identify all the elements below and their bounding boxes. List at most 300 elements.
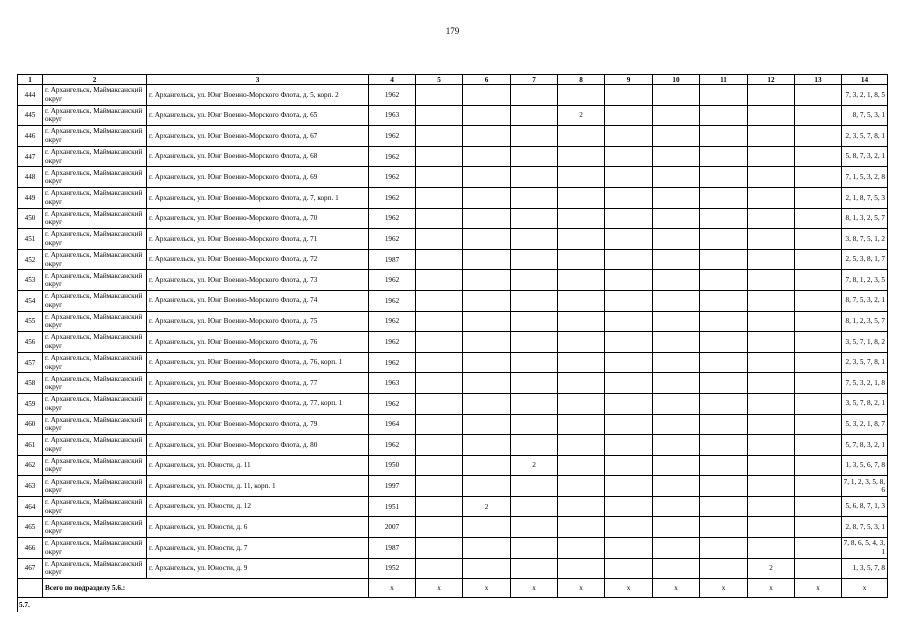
- value-cell-c9: [605, 146, 653, 167]
- sequence-cell: 3, 5, 7, 1, 8, 2: [842, 332, 888, 353]
- sequence-cell: 8, 1, 3, 2, 5, 7: [842, 208, 888, 229]
- column-header-9: 9: [605, 75, 653, 85]
- value-cell-c10: [653, 455, 700, 476]
- value-cell-c5: [416, 538, 463, 559]
- value-cell-c11: [700, 311, 748, 332]
- value-cell-c10: [653, 249, 700, 270]
- value-cell-c7: [511, 476, 558, 497]
- value-cell-c9: [605, 435, 653, 456]
- value-cell-c6: [463, 105, 511, 126]
- value-cell-c12: [748, 187, 795, 208]
- value-cell-c8: [558, 414, 605, 435]
- value-cell-c9: [605, 187, 653, 208]
- value-cell-c7: [511, 393, 558, 414]
- column-header-12: 12: [748, 75, 795, 85]
- value-cell-c6: [463, 167, 511, 188]
- table-row: [18, 208, 888, 229]
- municipality-cell: г. Архангельск, Маймаксанский округ: [43, 455, 147, 476]
- row-number: 459: [18, 393, 43, 414]
- value-cell-c8: [558, 311, 605, 332]
- municipality-cell: г. Архангельск, Маймаксанский округ: [43, 373, 147, 394]
- row-number: 458: [18, 373, 43, 394]
- row-number: 446: [18, 126, 43, 147]
- value-cell-c12: 2: [748, 558, 795, 579]
- year-cell: 1962: [369, 208, 416, 229]
- value-cell-c5: [416, 393, 463, 414]
- value-cell-c12: [748, 85, 795, 106]
- value-cell-c10: [653, 414, 700, 435]
- value-cell-c10: [653, 311, 700, 332]
- value-cell-c9: [605, 270, 653, 291]
- value-cell-c8: [558, 167, 605, 188]
- row-number: 445: [18, 105, 43, 126]
- value-cell-c5: [416, 85, 463, 106]
- address-cell: г. Архангельск, ул. Юнг Военно-Морского Флота, д. 76: [147, 332, 369, 353]
- value-cell-c7: [511, 558, 558, 579]
- value-cell-c6: [463, 393, 511, 414]
- value-cell-c11: [700, 558, 748, 579]
- address-cell: г. Архангельск, ул. Юности, д. 11: [147, 455, 369, 476]
- value-cell-c5: [416, 126, 463, 147]
- municipality-cell: г. Архангельск, Маймаксанский округ: [43, 496, 147, 517]
- value-cell-c8: [558, 270, 605, 291]
- value-cell-c8: [558, 455, 605, 476]
- value-cell-c9: [605, 311, 653, 332]
- municipality-cell: г. Архангельск, Маймаксанский округ: [43, 105, 147, 126]
- row-number: 464: [18, 496, 43, 517]
- address-cell: г. Архангельск, ул. Юности, д. 11, корп. 1: [147, 476, 369, 497]
- value-cell-c11: [700, 476, 748, 497]
- value-cell-c12: [748, 249, 795, 270]
- value-cell-c7: [511, 496, 558, 517]
- value-cell-c5: [416, 208, 463, 229]
- value-cell-c5: [416, 290, 463, 311]
- municipality-cell: г. Архангельск, Маймаксанский округ: [43, 85, 147, 106]
- total-value-cell: x: [653, 579, 700, 598]
- address-cell: г. Архангельск, ул. Юности, д. 7: [147, 538, 369, 559]
- value-cell-c12: [748, 146, 795, 167]
- address-cell: г. Архангельск, ул. Юности, д. 6: [147, 517, 369, 538]
- value-cell-c10: [653, 187, 700, 208]
- section-heading: 5.7.: [18, 598, 888, 613]
- year-cell: 1962: [369, 393, 416, 414]
- year-cell: 1962: [369, 229, 416, 250]
- sequence-cell: 7, 1, 2, 3, 5, 8, 6: [842, 476, 888, 497]
- value-cell-c6: [463, 187, 511, 208]
- value-cell-c13: [795, 352, 842, 373]
- sequence-cell: 5, 3, 2, 1, 8, 7: [842, 414, 888, 435]
- total-value-cell: x: [511, 579, 558, 598]
- value-cell-c9: [605, 517, 653, 538]
- value-cell-c7: [511, 435, 558, 456]
- value-cell-c7: [511, 373, 558, 394]
- row-number: 463: [18, 476, 43, 497]
- municipality-cell: г. Архангельск, Маймаксанский округ: [43, 476, 147, 497]
- value-cell-c11: [700, 455, 748, 476]
- table-row: [18, 146, 888, 167]
- value-cell-c11: [700, 187, 748, 208]
- value-cell-c6: [463, 229, 511, 250]
- value-cell-c6: [463, 435, 511, 456]
- value-cell-c12: [748, 311, 795, 332]
- value-cell-c8: [558, 496, 605, 517]
- column-header-4: 4: [369, 75, 416, 85]
- sequence-cell: 2, 3, 5, 7, 8, 1: [842, 352, 888, 373]
- value-cell-c5: [416, 414, 463, 435]
- year-cell: 1962: [369, 126, 416, 147]
- value-cell-c9: [605, 167, 653, 188]
- value-cell-c8: [558, 393, 605, 414]
- value-cell-c10: [653, 85, 700, 106]
- value-cell-c10: [653, 476, 700, 497]
- value-cell-c6: [463, 85, 511, 106]
- address-cell: г. Архангельск, ул. Юнг Военно-Морского Флота, д. 69: [147, 167, 369, 188]
- value-cell-c12: [748, 105, 795, 126]
- value-cell-c5: [416, 352, 463, 373]
- table-row: [18, 126, 888, 147]
- value-cell-c9: [605, 105, 653, 126]
- year-cell: 1987: [369, 249, 416, 270]
- table-row: [18, 496, 888, 517]
- value-cell-c8: [558, 146, 605, 167]
- value-cell-c6: [463, 558, 511, 579]
- value-cell-c11: [700, 414, 748, 435]
- value-cell-c6: [463, 290, 511, 311]
- sequence-cell: 7, 1, 5, 3, 2, 8: [842, 167, 888, 188]
- value-cell-c10: [653, 167, 700, 188]
- column-header-2: 2: [43, 75, 147, 85]
- value-cell-c6: [463, 332, 511, 353]
- column-header-5: 5: [416, 75, 463, 85]
- total-value-cell: x: [463, 579, 511, 598]
- value-cell-c12: [748, 455, 795, 476]
- value-cell-c13: [795, 187, 842, 208]
- table-row: [18, 311, 888, 332]
- row-number: 460: [18, 414, 43, 435]
- table-row: [18, 270, 888, 291]
- value-cell-c8: [558, 538, 605, 559]
- row-number: 457: [18, 352, 43, 373]
- value-cell-c8: [558, 290, 605, 311]
- value-cell-c11: [700, 435, 748, 456]
- year-cell: 1950: [369, 455, 416, 476]
- total-value-cell: x: [842, 579, 888, 598]
- value-cell-c12: [748, 167, 795, 188]
- municipality-cell: г. Архангельск, Маймаксанский округ: [43, 393, 147, 414]
- value-cell-c7: [511, 414, 558, 435]
- value-cell-c7: [511, 249, 558, 270]
- value-cell-c8: [558, 373, 605, 394]
- address-cell: г. Архангельск, ул. Юнг Военно-Морского Флота, д. 72: [147, 249, 369, 270]
- value-cell-c7: [511, 146, 558, 167]
- value-cell-c9: [605, 290, 653, 311]
- row-number: 465: [18, 517, 43, 538]
- value-cell-c8: [558, 476, 605, 497]
- value-cell-c7: [511, 126, 558, 147]
- table-row: [18, 249, 888, 270]
- value-cell-c11: [700, 496, 748, 517]
- sequence-cell: 7, 5, 3, 2, 1, 8: [842, 373, 888, 394]
- sequence-cell: 8, 7, 5, 3, 2, 1: [842, 290, 888, 311]
- value-cell-c5: [416, 517, 463, 538]
- value-cell-c12: [748, 352, 795, 373]
- address-cell: г. Архангельск, ул. Юнг Военно-Морского Флота, д. 65: [147, 105, 369, 126]
- value-cell-c7: 2: [511, 455, 558, 476]
- address-cell: г. Архангельск, ул. Юности, д. 9: [147, 558, 369, 579]
- value-cell-c8: [558, 249, 605, 270]
- value-cell-c9: [605, 229, 653, 250]
- value-cell-c5: [416, 229, 463, 250]
- column-header-14: 14: [842, 75, 888, 85]
- address-cell: г. Архангельск, ул. Юнг Военно-Морского Флота, д. 80: [147, 435, 369, 456]
- year-cell: 1962: [369, 352, 416, 373]
- total-value-cell: x: [795, 579, 842, 598]
- municipality-cell: г. Архангельск, Маймаксанский округ: [43, 538, 147, 559]
- value-cell-c12: [748, 414, 795, 435]
- year-cell: 1963: [369, 373, 416, 394]
- value-cell-c7: [511, 311, 558, 332]
- value-cell-c12: [748, 208, 795, 229]
- municipality-cell: г. Архангельск, Маймаксанский округ: [43, 290, 147, 311]
- value-cell-c9: [605, 332, 653, 353]
- value-cell-c13: [795, 558, 842, 579]
- table-body: [18, 85, 888, 613]
- table-row: [18, 476, 888, 497]
- value-cell-c13: [795, 249, 842, 270]
- value-cell-c11: [700, 538, 748, 559]
- column-header-6: 6: [463, 75, 511, 85]
- value-cell-c11: [700, 249, 748, 270]
- address-cell: г. Архангельск, ул. Юности, д. 12: [147, 496, 369, 517]
- value-cell-c13: [795, 455, 842, 476]
- value-cell-c13: [795, 311, 842, 332]
- table-row: [18, 105, 888, 126]
- value-cell-c9: [605, 414, 653, 435]
- value-cell-c7: [511, 208, 558, 229]
- value-cell-c12: [748, 435, 795, 456]
- row-number: 450: [18, 208, 43, 229]
- value-cell-c9: [605, 126, 653, 147]
- value-cell-c13: [795, 229, 842, 250]
- value-cell-c7: [511, 290, 558, 311]
- row-number: 451: [18, 229, 43, 250]
- year-cell: 1962: [369, 435, 416, 456]
- year-cell: 1962: [369, 311, 416, 332]
- table-row: [18, 435, 888, 456]
- value-cell-c13: [795, 85, 842, 106]
- year-cell: 1951: [369, 496, 416, 517]
- value-cell-c13: [795, 167, 842, 188]
- value-cell-c9: [605, 208, 653, 229]
- value-cell-c13: [795, 496, 842, 517]
- value-cell-c12: [748, 517, 795, 538]
- total-row: [18, 579, 888, 598]
- value-cell-c7: [511, 229, 558, 250]
- row-number: 466: [18, 538, 43, 559]
- value-cell-c11: [700, 126, 748, 147]
- value-cell-c13: [795, 476, 842, 497]
- value-cell-c10: [653, 435, 700, 456]
- municipality-cell: г. Архангельск, Маймаксанский округ: [43, 249, 147, 270]
- year-cell: 1987: [369, 538, 416, 559]
- value-cell-c9: [605, 393, 653, 414]
- value-cell-c13: [795, 105, 842, 126]
- table-row: [18, 85, 888, 106]
- row-number: 455: [18, 311, 43, 332]
- value-cell-c7: [511, 352, 558, 373]
- address-cell: г. Архангельск, ул. Юнг Военно-Морского Флота, д. 77: [147, 373, 369, 394]
- municipality-cell: г. Архангельск, Маймаксанский округ: [43, 311, 147, 332]
- value-cell-c6: [463, 414, 511, 435]
- value-cell-c13: [795, 517, 842, 538]
- municipality-cell: г. Архангельск, Маймаксанский округ: [43, 208, 147, 229]
- sequence-cell: 1, 3, 5, 6, 7, 8: [842, 455, 888, 476]
- value-cell-c11: [700, 352, 748, 373]
- year-cell: 1997: [369, 476, 416, 497]
- value-cell-c9: [605, 455, 653, 476]
- table-row: [18, 393, 888, 414]
- table-row: [18, 414, 888, 435]
- value-cell-c8: [558, 435, 605, 456]
- value-cell-c7: [511, 332, 558, 353]
- sequence-cell: 7, 3, 2, 1, 8, 5: [842, 85, 888, 106]
- sequence-cell: 2, 5, 3, 8, 1, 7: [842, 249, 888, 270]
- row-number: 461: [18, 435, 43, 456]
- value-cell-c8: [558, 229, 605, 250]
- value-cell-c11: [700, 332, 748, 353]
- address-cell: г. Архангельск, ул. Юнг Военно-Морского Флота, д. 76, корп. 1: [147, 352, 369, 373]
- value-cell-c11: [700, 85, 748, 106]
- year-cell: 1962: [369, 167, 416, 188]
- value-cell-c13: [795, 435, 842, 456]
- value-cell-c5: [416, 476, 463, 497]
- value-cell-c11: [700, 270, 748, 291]
- total-value-cell: x: [700, 579, 748, 598]
- total-value-cell: x: [558, 579, 605, 598]
- value-cell-c9: [605, 85, 653, 106]
- value-cell-c9: [605, 249, 653, 270]
- year-cell: 1962: [369, 187, 416, 208]
- value-cell-c12: [748, 538, 795, 559]
- sequence-cell: 5, 8, 7, 3, 2, 1: [842, 146, 888, 167]
- sequence-cell: 8, 7, 5, 3, 1: [842, 105, 888, 126]
- year-cell: 2007: [369, 517, 416, 538]
- value-cell-c6: [463, 373, 511, 394]
- table-row: [18, 187, 888, 208]
- address-cell: г. Архангельск, ул. Юнг Военно-Морского Флота, д. 68: [147, 146, 369, 167]
- municipality-cell: г. Архангельск, Маймаксанский округ: [43, 167, 147, 188]
- column-header-8: 8: [558, 75, 605, 85]
- value-cell-c6: [463, 208, 511, 229]
- row-number: 454: [18, 290, 43, 311]
- value-cell-c5: [416, 187, 463, 208]
- value-cell-c8: [558, 126, 605, 147]
- total-value-cell: x: [605, 579, 653, 598]
- municipality-cell: г. Архангельск, Маймаксанский округ: [43, 187, 147, 208]
- value-cell-c12: [748, 126, 795, 147]
- value-cell-c8: [558, 517, 605, 538]
- value-cell-c5: [416, 249, 463, 270]
- value-cell-c5: [416, 270, 463, 291]
- section-row: [18, 598, 888, 613]
- value-cell-c9: [605, 476, 653, 497]
- value-cell-c10: [653, 373, 700, 394]
- value-cell-c13: [795, 208, 842, 229]
- address-cell: г. Архангельск, ул. Юнг Военно-Морского Флота, д. 73: [147, 270, 369, 291]
- value-cell-c6: [463, 352, 511, 373]
- value-cell-c5: [416, 105, 463, 126]
- sequence-cell: 1, 3, 5, 7, 8: [842, 558, 888, 579]
- value-cell-c12: [748, 393, 795, 414]
- value-cell-c10: [653, 332, 700, 353]
- municipality-cell: г. Архангельск, Маймаксанский округ: [43, 414, 147, 435]
- value-cell-c6: [463, 270, 511, 291]
- column-header-13: 13: [795, 75, 842, 85]
- municipality-cell: г. Архангельск, Маймаксанский округ: [43, 332, 147, 353]
- column-header-3: 3: [147, 75, 369, 85]
- value-cell-c6: [463, 311, 511, 332]
- table-row: [18, 332, 888, 353]
- value-cell-c13: [795, 538, 842, 559]
- sequence-cell: 7, 8, 1, 2, 3, 5: [842, 270, 888, 291]
- value-cell-c11: [700, 373, 748, 394]
- sequence-cell: 3, 8, 7, 5, 1, 2: [842, 229, 888, 250]
- table-row: [18, 290, 888, 311]
- value-cell-c13: [795, 270, 842, 291]
- value-cell-c13: [795, 393, 842, 414]
- sequence-cell: 2, 3, 5, 7, 8, 1: [842, 126, 888, 147]
- total-value-cell: x: [748, 579, 795, 598]
- value-cell-c11: [700, 393, 748, 414]
- value-cell-c8: [558, 85, 605, 106]
- value-cell-c10: [653, 538, 700, 559]
- address-cell: г. Архангельск, ул. Юнг Военно-Морского Флота, д. 7, корп. 1: [147, 187, 369, 208]
- municipality-cell: г. Архангельск, Маймаксанский округ: [43, 352, 147, 373]
- value-cell-c5: [416, 167, 463, 188]
- value-cell-c6: [463, 455, 511, 476]
- value-cell-c13: [795, 290, 842, 311]
- year-cell: 1962: [369, 332, 416, 353]
- value-cell-c7: [511, 187, 558, 208]
- value-cell-c13: [795, 332, 842, 353]
- table-row: [18, 455, 888, 476]
- value-cell-c11: [700, 146, 748, 167]
- table-row: [18, 229, 888, 250]
- row-number: 449: [18, 187, 43, 208]
- value-cell-c10: [653, 126, 700, 147]
- value-cell-c9: [605, 373, 653, 394]
- value-cell-c10: [653, 208, 700, 229]
- value-cell-c12: [748, 290, 795, 311]
- value-cell-c10: [653, 290, 700, 311]
- year-cell: 1964: [369, 414, 416, 435]
- sequence-cell: 2, 8, 7, 5, 3, 1: [842, 517, 888, 538]
- value-cell-c7: [511, 85, 558, 106]
- column-header-1: 1: [18, 75, 43, 85]
- value-cell-c7: [511, 105, 558, 126]
- value-cell-c7: [511, 167, 558, 188]
- value-cell-c10: [653, 229, 700, 250]
- value-cell-c6: 2: [463, 496, 511, 517]
- table-row: [18, 352, 888, 373]
- row-number: 444: [18, 85, 43, 106]
- value-cell-c6: [463, 146, 511, 167]
- value-cell-c5: [416, 311, 463, 332]
- value-cell-c6: [463, 538, 511, 559]
- sequence-cell: 8, 1, 2, 3, 5, 7: [842, 311, 888, 332]
- row-number: 467: [18, 558, 43, 579]
- municipality-cell: г. Архангельск, Маймаксанский округ: [43, 229, 147, 250]
